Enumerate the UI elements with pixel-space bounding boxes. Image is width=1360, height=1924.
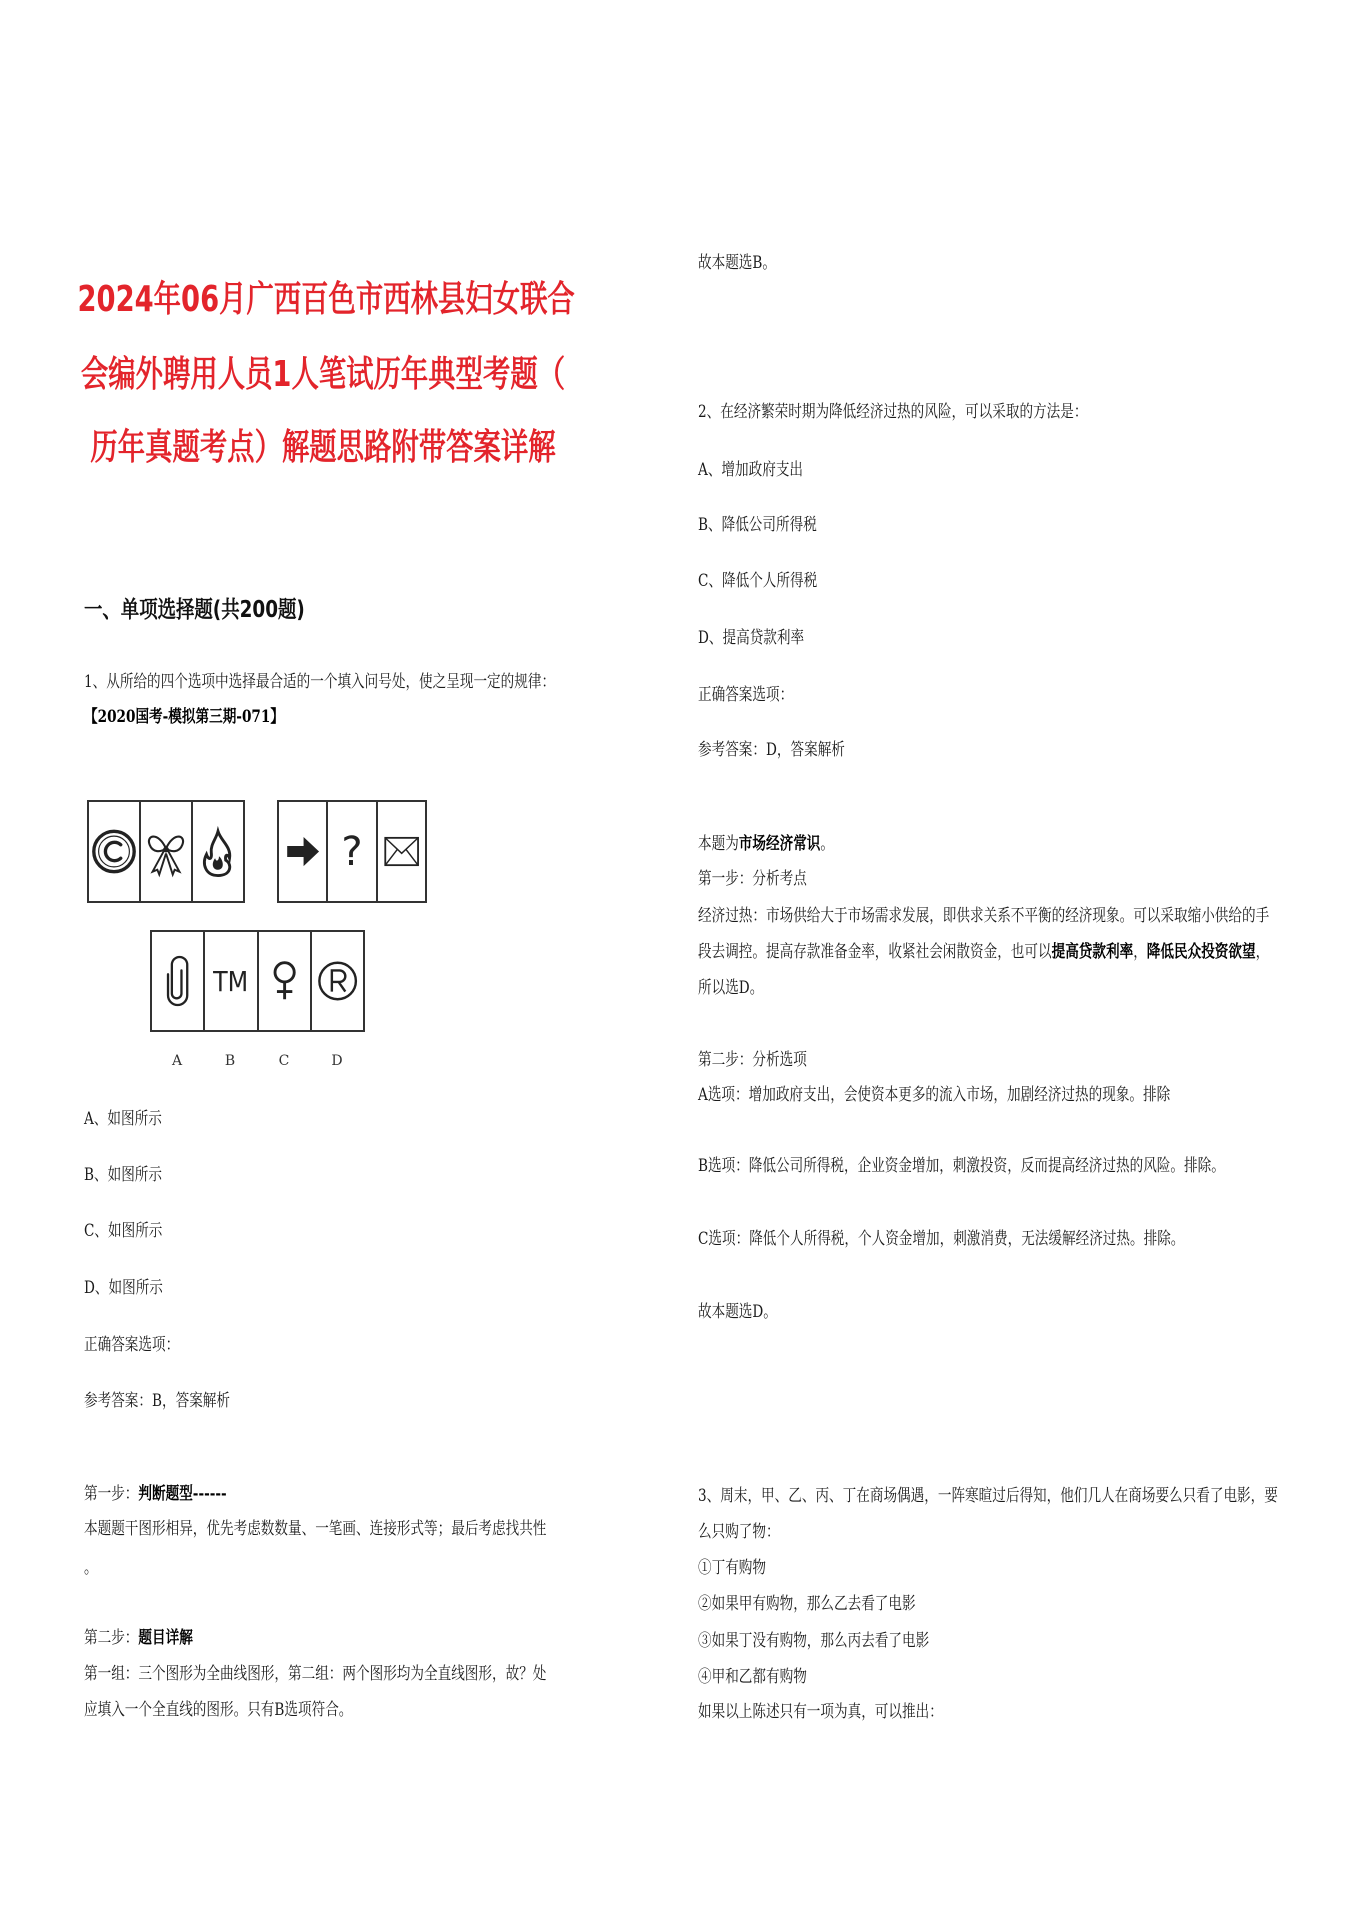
q2-intro-suffix: 。 bbox=[820, 834, 834, 854]
flame-icon bbox=[193, 802, 243, 901]
q1-step1-body-line-2: 。 bbox=[84, 1558, 98, 1578]
q2-reference-answer: 参考答案：D，答案解析 bbox=[698, 740, 845, 760]
q2-option-a: A、增加政府支出 bbox=[698, 460, 804, 480]
q3-statement-4: ④甲和乙都有购物 bbox=[698, 1667, 807, 1687]
q3-statement-1: ①丁有购物 bbox=[698, 1558, 766, 1578]
q2-option-d: D、提高贷款利率 bbox=[698, 628, 805, 648]
bow-icon bbox=[141, 802, 193, 901]
q1-answer-prompt: 正确答案选项： bbox=[84, 1335, 180, 1355]
q2-step1-line-2 bbox=[698, 942, 1269, 962]
q2-analysis-b: B选项：降低公司所得税，企业资金增加，刺激投资，反而提高经济过热的风险。排除。 bbox=[698, 1156, 1225, 1176]
q2-analysis-c: C选项：降低个人所得税，个人资金增加，刺激消费，无法缓解经济过热。排除。 bbox=[698, 1229, 1185, 1249]
figure-label-b: B bbox=[224, 1053, 236, 1069]
q1-option-c: C、如图所示 bbox=[84, 1221, 163, 1241]
q2-option-c: C、降低个人所得税 bbox=[698, 571, 818, 591]
figure-choices bbox=[150, 930, 365, 1032]
figure-label-c: C bbox=[278, 1053, 290, 1069]
trademark-symbol: TM bbox=[213, 964, 249, 998]
question-mark-cell bbox=[328, 802, 377, 901]
q1-step1-title: 判断题型 bbox=[138, 1484, 193, 1504]
figure-label-a: A bbox=[171, 1053, 183, 1069]
q2-step1-line-2-end: ， bbox=[1255, 942, 1270, 962]
q2-analysis-a: A选项：增加政府支出，会使资本更多的流入市场，加剧经济过热的现象。排除 bbox=[698, 1085, 1171, 1105]
q2-answer-prompt: 正确答案选项： bbox=[698, 685, 794, 705]
q2-step1-line-2-text: 段去调控。提高存款准备金率，收紧社会闲散资金，也可以 bbox=[698, 942, 1052, 962]
q1-step1-body-line-1: 本题题干图形相异，优先考虑数数量、一笔画、连接形式等；最后考虑找共性 bbox=[84, 1519, 547, 1539]
q1-step2-body-line-1: 第一组：三个图形为全曲线图形，第二组：两个图形均为全直线图形，故？处 bbox=[84, 1664, 547, 1684]
document-title-line-1: 2024年06月广西百色市西林县妇女联合 bbox=[77, 279, 575, 320]
q3-statement-2: ②如果甲有购物，那么乙去看了电影 bbox=[698, 1594, 916, 1614]
q1-option-d: D、如图所示 bbox=[84, 1278, 163, 1298]
q1-step2-heading bbox=[84, 1628, 193, 1648]
female-symbol-icon bbox=[259, 932, 312, 1030]
registered-icon bbox=[312, 932, 363, 1030]
paperclip-icon bbox=[152, 932, 205, 1030]
q2-intro-topic: 市场经济常识 bbox=[738, 834, 821, 854]
q2-conclusion: 故本题选D。 bbox=[698, 1302, 777, 1322]
q1-reference-answer: 参考答案：B，答案解析 bbox=[84, 1391, 230, 1411]
q1-step2-body-line-2: 应填入一个全直线的图形。只有B选项符合。 bbox=[84, 1700, 353, 1720]
q2-highlight-reduce-desire: 降低民众投资欲望 bbox=[1146, 942, 1256, 962]
document-title-line-3: 历年真题考点）解题思路附带答案详解 bbox=[90, 427, 556, 468]
q2-intro-prefix: 本题为 bbox=[698, 834, 739, 854]
arrow-right-icon bbox=[279, 802, 328, 901]
q3-stem-line-1: 3、周末，甲、乙、丙、丁在商场偶遇，一阵寒暄过后得知，他们几人在商场要么只看了电影，要 bbox=[698, 1486, 1278, 1506]
figure-label-d: D bbox=[331, 1053, 343, 1069]
question-mark: ? bbox=[341, 828, 363, 875]
figure-group-2 bbox=[277, 800, 427, 903]
q1-step1-heading bbox=[84, 1484, 227, 1504]
q2-option-b: B、降低公司所得税 bbox=[698, 515, 817, 535]
q3-question: 如果以上陈述只有一项为真，可以推出： bbox=[698, 1702, 943, 1722]
section-heading: 一、单项选择题(共200题) bbox=[84, 597, 305, 623]
q1-source: 【2020国考-模拟第三期-071】 bbox=[84, 707, 284, 727]
q2-step1-heading: 第一步：分析考点 bbox=[698, 869, 807, 889]
q2-step2-heading: 第二步：分析选项 bbox=[698, 1050, 807, 1070]
q1-step2-title: 题目详解 bbox=[138, 1628, 193, 1648]
q2-stem: 2、在经济繁荣时期为降低经济过热的风险，可以采取的方法是： bbox=[698, 402, 1088, 422]
q3-statement-3: ③如果丁没有购物，那么丙去看了电影 bbox=[698, 1631, 930, 1651]
figure-group-1 bbox=[87, 800, 245, 903]
q2-step1-line-3: 所以选D。 bbox=[698, 978, 764, 998]
q1-stem: 1、从所给的四个选项中选择最合适的一个填入问号处，使之呈现一定的规律： bbox=[84, 672, 556, 692]
q2-step1-line-2-comma: ， bbox=[1133, 942, 1147, 962]
q1-step1-label: 第一步： bbox=[84, 1484, 139, 1504]
copyright-icon bbox=[89, 802, 141, 901]
q1-option-b: B、如图所示 bbox=[84, 1165, 162, 1185]
q2-step1-line-1: 经济过热：市场供给大于市场需求发展，即供求关系不平衡的经济现象。可以采取缩小供给的手 bbox=[698, 906, 1270, 926]
q1-conclusion: 故本题选B。 bbox=[698, 253, 776, 273]
q1-step1-suffix: ------ bbox=[192, 1484, 227, 1504]
q2-intro bbox=[698, 834, 834, 854]
q1-step2-label: 第二步： bbox=[84, 1628, 139, 1648]
document-title-line-2: 会编外聘用人员1人笔试历年典型考题（ bbox=[80, 354, 566, 395]
q2-highlight-raise-rate: 提高贷款利率 bbox=[1051, 942, 1134, 962]
trademark-cell bbox=[205, 932, 258, 1030]
q3-stem-line-2: 么只购了物： bbox=[698, 1522, 780, 1542]
q1-option-a: A、如图所示 bbox=[84, 1109, 162, 1129]
envelope-icon bbox=[378, 802, 425, 901]
